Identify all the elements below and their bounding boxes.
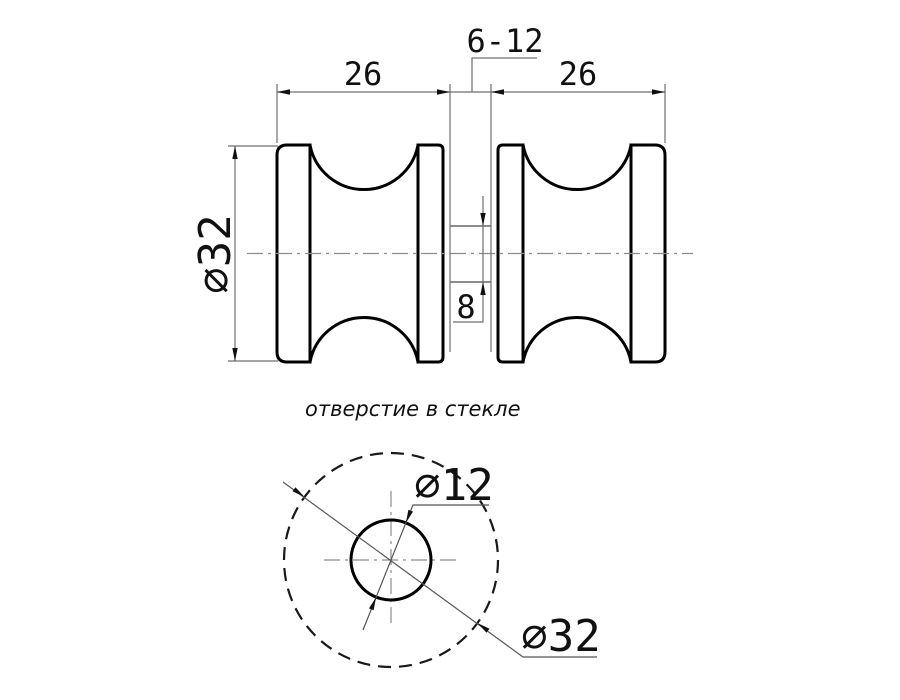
arrowhead — [232, 146, 237, 159]
hole-diameter-leader — [363, 505, 489, 630]
bottom-view — [283, 453, 601, 667]
arrowhead — [369, 597, 376, 610]
arrowhead — [406, 510, 413, 523]
dim-label-footprint-diameter: ∅32 — [521, 611, 601, 662]
diameter-dimension-side — [190, 146, 278, 361]
dim-label-hole-diameter: ∅12 — [414, 460, 494, 511]
arrowhead — [480, 282, 485, 295]
dim-label-pin-diameter: 8 — [456, 288, 476, 326]
dim-label-knob-diameter: ∅32 — [190, 214, 241, 294]
left-knob-outline — [277, 145, 443, 362]
dim-label-right-width: 26 — [558, 55, 598, 93]
arrowhead — [232, 348, 237, 361]
top-view — [190, 22, 693, 362]
arrowhead — [491, 89, 504, 94]
arrowhead — [437, 89, 450, 94]
width-dimension — [277, 55, 665, 95]
glass-thickness-dimension — [466, 22, 543, 92]
pin-dimension — [453, 196, 486, 326]
arrowhead — [652, 89, 665, 94]
caption-hole-in-glass: отверстие в стекле — [305, 397, 521, 421]
glass-thickness-leader — [472, 58, 537, 92]
arrowhead — [277, 89, 290, 94]
dim-label-glass-thickness: 6-12 — [466, 22, 544, 60]
dim-label-left-width: 26 — [343, 55, 383, 93]
arrowhead — [480, 213, 485, 226]
arrowhead — [293, 487, 305, 497]
